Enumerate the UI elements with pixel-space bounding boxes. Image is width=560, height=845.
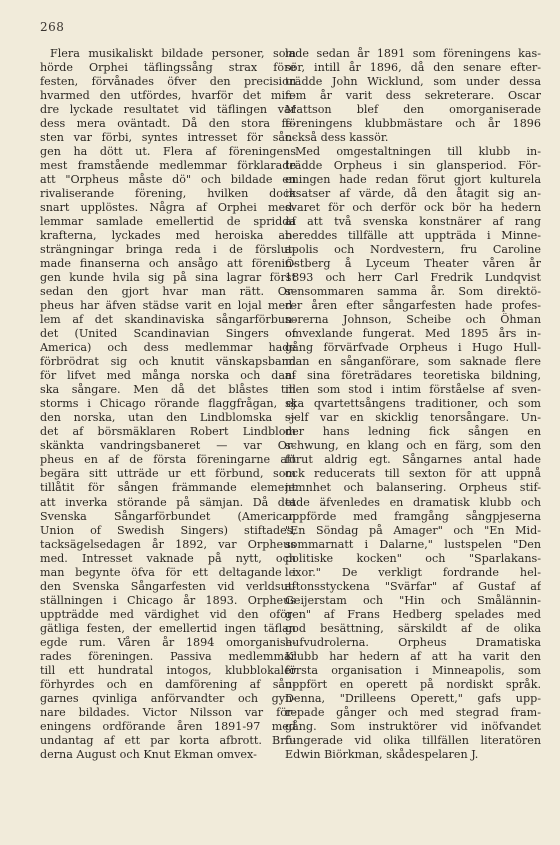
text-line: rivaliserande förening, hvilken dock — [40, 187, 296, 201]
text-line: fungerade vid olika tillfällen literatören — [285, 733, 541, 747]
text-line: Union of Swedish Singers) stiftades, — [40, 523, 296, 537]
text-line: till ett hundratal intogos, klubblokaler — [40, 663, 296, 677]
text-line: den Svenska Sångarfesten vid verldsut- — [40, 579, 296, 593]
text-line: förbrödrat sig och knutit vänskapsband — [40, 355, 296, 369]
text-line: ställningen i Chicago år 1893. Orpheus — [40, 593, 296, 607]
text-line: med. Intresset vaknade på nytt, och — [40, 551, 296, 565]
text-line: att "Orpheus måste dö" och bildade en — [40, 173, 296, 187]
text-line: lemmar samlade emellertid de spridda — [40, 215, 296, 229]
text-line: tade äfvenledes en dramatisk klubb och — [285, 495, 541, 509]
text-line: sensommaren samma år. Som direktö- — [285, 285, 541, 299]
text-line: Mattson blef den omorganiserade — [285, 103, 541, 117]
text-line: första organisation i Minneapolis, som — [285, 663, 541, 677]
text-line: också dess kassör. — [285, 131, 389, 145]
text-line: Denna, "Drilleens Operett," gafs upp- — [285, 691, 541, 705]
text-line: jemnhet och balansering. Orpheus stif- — [285, 481, 541, 495]
text-line: politiske kocken" och "Sparlakans- — [285, 551, 541, 565]
text-line: derna August och Knut Ekman omvex- — [40, 747, 257, 761]
text-line: begära sitt utträde ur ett förbund, som — [40, 467, 296, 481]
text-line: snart upplöstes. Några af Orphei med- — [40, 201, 296, 215]
text-line: egde rum. Våren år 1894 omorganise- — [40, 635, 296, 649]
text-line: Med omgestaltningen till klubb in- — [295, 145, 541, 159]
text-line: Svenska Sångarförbundet (American — [40, 509, 296, 523]
text-line: hufvudrolerna. Orpheus Dramatiska — [285, 635, 541, 649]
page-number: 268 — [40, 20, 65, 34]
text-line: gätliga festen, der emellertid ingen täflan — [40, 621, 296, 635]
text-line: lem af det skandinaviska sångarförbun- — [40, 313, 296, 327]
text-line: gång förvärfvade Orpheus i Hugo Hull- — [285, 341, 541, 355]
text-line: af sina företrädares teoretiska bildning, — [285, 369, 541, 383]
text-line: mest framstående medlemmar förklarade — [40, 159, 296, 173]
text-line: svaret för och derför ock bör ha hedern — [285, 201, 541, 215]
text-line: America) och dess medlemmar hade — [40, 341, 296, 355]
text-line: gång. Som instruktörer vid inöfvandet — [285, 719, 541, 733]
text-line: festen, förvånades öfver den precision — [40, 75, 296, 89]
text-line: rades föreningen. Passiva medlemmar — [40, 649, 296, 663]
left-text-column — [40, 47, 296, 762]
text-line: skänkta vandringsbaneret — var Or- — [40, 439, 296, 453]
text-line: undantag af ett par korta afbrott. Brö- — [40, 733, 296, 747]
text-line: föreningens klubbmästare och år 1896 — [285, 117, 541, 131]
text-line: ska qvartettsångens traditioner, och som — [285, 397, 541, 411]
text-line: apolis och Nordvestern, fru Caroline — [285, 243, 541, 257]
text-line: dess mera oväntadt. Då den stora fe- — [40, 117, 296, 131]
text-line: sjelf var en skicklig tenorsångare. Un- — [285, 411, 541, 425]
text-line: den norska, utan den Lindblomska — — [40, 411, 296, 425]
text-line: sedan den gjort hvar man rätt. Or- — [40, 285, 296, 299]
text-line: förut aldrig egt. Sångarnes antal hade — [285, 453, 541, 467]
text-line: krafterna, lyckades med heroiska an- — [40, 229, 296, 243]
text-line: gen ha dött ut. Flera af föreningens — [40, 145, 296, 159]
text-line: trädde Orpheus i sin glansperiod. För- — [285, 159, 541, 173]
text-line: att inverka störande på sämjan. Då det — [40, 495, 296, 509]
text-line: made finanserna och ansågo att förenin- — [40, 257, 296, 271]
text-line: man begynte öfva för ett deltagande i — [40, 565, 296, 579]
text-line: uppförde med framgång sångpjeserna — [285, 509, 541, 523]
text-line: tillåtit för sången främmande element — [40, 481, 296, 495]
text-line: schwung, en klang och en färg, som den — [285, 439, 541, 453]
text-line: storms i Chicago rörande flaggfrågan, ej — [40, 397, 296, 411]
text-line: sorerna Johnson, Scheibe och Öhman — [285, 313, 541, 327]
right-text-column — [285, 47, 541, 762]
text-line: trädde John Wicklund, som under dessa — [285, 75, 541, 89]
text-line: tacksägelsedagen år 1892, var Orpheus — [40, 537, 296, 551]
text-line: garnes qvinliga anförvandter och gyn- — [40, 691, 296, 705]
text-line: gen kunde hvila sig på sina lagrar först — [40, 271, 296, 285]
text-line: pheus har äfven städse varit en lojal med- — [40, 299, 296, 313]
text-line: Flera musikaliskt bildade personer, som — [50, 47, 296, 60]
text-line: lade sedan år 1891 som föreningens kas- — [285, 47, 541, 60]
text-line: sten var förbi, syntes intresset för sån- — [40, 131, 296, 145]
text-line: fem år varit dess sekreterare. Oscar — [285, 89, 541, 103]
text-line: nare bildades. Victor Nilsson var för- — [40, 705, 296, 719]
text-line: 1893 och herr Carl Fredrik Lundqvist — [285, 271, 541, 285]
text-line: Östberg å Lyceum Theater våren år — [285, 257, 541, 271]
text-line: sör, intill år 1896, då den senare efter- — [285, 61, 541, 75]
text-line: för lifvet med många norska och dan- — [40, 369, 296, 383]
text-line: rer åren efter sångarfesten hade profes- — [285, 299, 541, 313]
text-line: eningens ordförande åren 1891-97 med — [40, 719, 296, 733]
text-line: der hans ledning fick sången en — [285, 425, 541, 439]
text-line: Edwin Biörkman, skådespelaren J. — [285, 747, 479, 761]
text-line: aftonsstyckena "Svärfar" af Gustaf af — [285, 579, 541, 593]
text-line: uppfört en operett på nordiskt språk. — [285, 677, 541, 691]
text-line: Geijerstam och "Hin och Smålännin- — [285, 593, 541, 607]
text-line: det af börsmäklaren Robert Lindblom — [40, 425, 296, 439]
text-line: god besättning, särskildt af de olika — [285, 621, 541, 635]
text-line: af att två svenska konstnärer af rang — [285, 215, 541, 229]
text-line: eningen hade redan förut gjort kulturela — [285, 173, 541, 187]
text-line: uppträdde med värdighet vid den oför- — [40, 607, 296, 621]
text-line: Klubb har hedern af att ha varit den — [285, 649, 541, 663]
text-line: förhyrdes och en damförening af sån- — [40, 677, 296, 691]
text-line: men som stod i intim förståelse af sven- — [285, 383, 541, 397]
text-line: omvexlande fungerat. Med 1895 års in- — [285, 327, 541, 341]
text-line: gen" af Frans Hedberg spelades med — [285, 607, 541, 621]
text-line: man en sånganförare, som saknade flere — [285, 355, 541, 369]
text-line: bereddes tillfälle att uppträda i Minne- — [285, 229, 541, 243]
text-line: repade gånger och med stegrad fram- — [285, 705, 541, 719]
text-line: ska sångare. Men då det blåstes till — [40, 383, 296, 397]
text-line: sommarnatt i Dalarne," lustspelen "Den — [285, 537, 541, 551]
text-line: det (United Scandinavian Singers of — [40, 327, 296, 341]
text-line: hörde Orphei täflingssång strax före — [40, 61, 296, 75]
text-line: hvarmed den utfördes, hvarför det min- — [40, 89, 296, 103]
text-line: strängningar bringa reda i de förslut- — [40, 243, 296, 257]
text-line: lexor." De verkligt fordrande hel- — [285, 565, 541, 579]
text-line: pheus en af de första föreningarne att — [40, 453, 296, 467]
text-line: dre lyckade resultatet vid täflingen var — [40, 103, 296, 117]
text-line: insatser af värde, då den åtagit sig an- — [285, 187, 541, 201]
text-line: "En Söndag på Amager" och "En Mid- — [285, 523, 541, 537]
text-line: ock reducerats till sexton för att uppnå — [285, 467, 541, 481]
